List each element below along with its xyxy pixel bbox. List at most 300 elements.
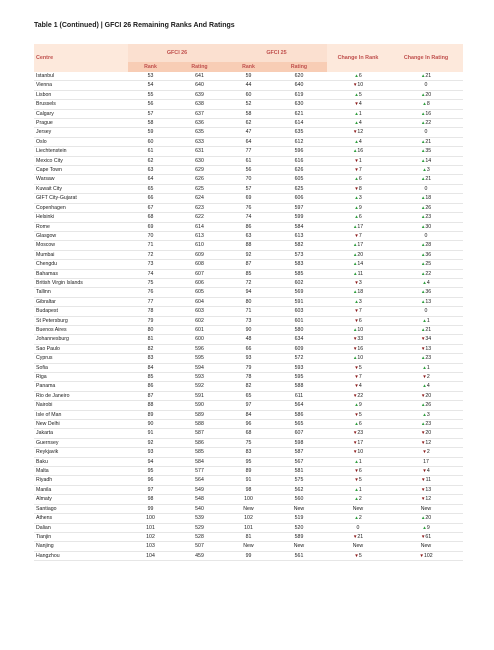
change-value: 28 <box>425 242 432 249</box>
change-rating-cell <box>389 363 463 372</box>
rank-26-cell: 68 <box>147 214 154 221</box>
triangle-down-icon: ▼ <box>354 232 359 238</box>
change-value: 13 <box>425 298 432 305</box>
change-value: 1 <box>426 364 430 371</box>
change-value: 16 <box>357 345 364 352</box>
change-value: 22 <box>425 270 432 277</box>
rank-25-cell: 52 <box>245 101 252 108</box>
rating-25-cell: 587 <box>294 449 304 456</box>
change-rating-cell <box>389 156 463 165</box>
rating-25-cell: 605 <box>294 176 304 183</box>
rank-26-cell: 60 <box>147 138 154 145</box>
table-row <box>34 476 463 485</box>
change-value: 22 <box>357 392 364 399</box>
rank-26-cell: 57 <box>147 110 154 117</box>
centre-cell: Johannesburg <box>36 336 69 343</box>
rating-25-cell: 562 <box>294 486 304 493</box>
centre-cell: GIFT City-Gujarat <box>36 195 77 202</box>
change-value: 12 <box>425 439 432 446</box>
table-row <box>34 222 463 231</box>
change-value: 6 <box>358 214 362 221</box>
triangle-up-icon: ▲ <box>354 214 359 220</box>
rating-25-cell: 614 <box>294 120 304 127</box>
change-value: 10 <box>357 82 364 89</box>
change-rating-cell <box>389 485 463 494</box>
centre-cell: Cape Town <box>36 167 62 174</box>
rating-26-cell: 585 <box>195 449 204 456</box>
triangle-up-icon: ▲ <box>422 101 427 107</box>
change-rating-cell <box>389 184 463 193</box>
change-rank-cell <box>327 504 389 513</box>
rank-25-cell: 57 <box>245 185 252 192</box>
rank-26-cell: 104 <box>146 552 155 559</box>
triangle-up-icon: ▲ <box>422 167 427 173</box>
rank-26-cell: 54 <box>147 82 154 89</box>
change-rank-cell <box>327 278 389 287</box>
triangle-down-icon: ▼ <box>352 129 358 135</box>
rating-26-cell: 608 <box>195 261 204 268</box>
change-rank-cell <box>327 532 389 541</box>
change-value: 34 <box>425 336 432 343</box>
rank-26-cell: 87 <box>147 392 154 399</box>
change-value: 26 <box>425 402 432 409</box>
change-rank-cell <box>327 485 389 494</box>
change-value: 21 <box>425 176 432 183</box>
triangle-down-icon: ▼ <box>354 552 359 558</box>
change-value: 23 <box>357 430 364 437</box>
rank-26-cell: 64 <box>147 176 154 183</box>
rank-26-cell: 95 <box>147 468 154 475</box>
table-row <box>34 175 463 184</box>
change-rank-cell <box>327 241 389 250</box>
triangle-down-icon: ▼ <box>420 496 426 502</box>
rating-25-cell: 565 <box>294 421 304 428</box>
rank-25-cell: 58 <box>245 110 252 117</box>
change-rank-cell <box>327 438 389 447</box>
rating-25-cell: 589 <box>294 533 304 540</box>
change-value: 26 <box>425 204 432 211</box>
change-rank-cell <box>327 551 389 560</box>
change-rank-cell <box>327 514 389 523</box>
change-rank-cell <box>327 476 389 485</box>
rating-25-cell: 619 <box>294 91 304 98</box>
rank-25-cell: 73 <box>245 317 252 324</box>
change-rating-cell <box>389 72 463 81</box>
change-rating-cell <box>389 325 463 334</box>
triangle-up-icon: ▲ <box>420 242 426 248</box>
rating-25-cell: 596 <box>294 148 304 155</box>
change-rating-cell <box>389 260 463 269</box>
rating-25-cell: 612 <box>294 138 304 145</box>
table-body <box>34 72 463 561</box>
triangle-up-icon: ▲ <box>422 524 427 530</box>
triangle-down-icon: ▼ <box>354 101 359 107</box>
triangle-down-icon: ▼ <box>420 392 426 398</box>
change-value: 21 <box>425 73 432 79</box>
triangle-down-icon: ▼ <box>420 345 426 351</box>
header-rank-25: Rank <box>226 62 271 72</box>
centre-cell: Mexico City <box>36 157 63 164</box>
change-value: 7 <box>358 232 362 239</box>
change-value: 6 <box>358 421 362 428</box>
table-row <box>34 81 463 90</box>
rating-26-cell: 622 <box>195 214 204 221</box>
rank-25-cell: 63 <box>245 232 252 239</box>
centre-cell: Istanbul <box>36 73 55 79</box>
rating-25-cell: 601 <box>294 317 304 324</box>
centre-cell: Almaty <box>36 496 52 503</box>
rating-26-cell: 540 <box>195 505 204 512</box>
rating-25-cell: 580 <box>294 326 304 333</box>
ranks-table <box>34 44 463 561</box>
triangle-up-icon: ▲ <box>420 195 426 201</box>
change-rank-cell <box>327 250 389 259</box>
rating-26-cell: 548 <box>195 496 204 503</box>
centre-cell: Jakarta <box>36 430 54 437</box>
table-row <box>34 90 463 99</box>
rating-25-cell: 593 <box>294 364 304 371</box>
change-value: 0 <box>356 524 360 531</box>
triangle-down-icon: ▼ <box>352 82 358 88</box>
rank-26-cell: 86 <box>147 383 154 390</box>
rating-25-cell: 564 <box>294 402 304 409</box>
rating-26-cell: 549 <box>195 486 204 493</box>
rating-26-cell: 587 <box>195 430 204 437</box>
change-rank-cell <box>327 297 389 306</box>
triangle-up-icon: ▲ <box>422 383 427 389</box>
change-rank-cell <box>327 410 389 419</box>
triangle-up-icon: ▲ <box>422 411 427 417</box>
centre-cell: Tallinn <box>36 289 51 296</box>
table-row <box>34 184 463 193</box>
rank-26-cell: 102 <box>146 533 155 540</box>
rating-26-cell: 640 <box>195 82 204 89</box>
change-rating-cell <box>389 401 463 410</box>
rank-25-cell: 88 <box>245 242 252 249</box>
rank-26-cell: 100 <box>146 515 155 522</box>
triangle-up-icon: ▲ <box>420 515 426 521</box>
table-row <box>34 532 463 541</box>
rank-25-cell: 97 <box>245 402 252 409</box>
triangle-up-icon: ▲ <box>420 176 426 182</box>
change-value: 7 <box>358 308 362 315</box>
change-rank-cell <box>327 288 389 297</box>
table-row <box>34 391 463 400</box>
change-rank-cell <box>327 194 389 203</box>
change-rating-cell <box>389 109 463 118</box>
centre-cell: Athens <box>36 515 53 522</box>
change-value: 14 <box>425 157 432 164</box>
change-value: 9 <box>358 204 362 211</box>
triangle-up-icon: ▲ <box>352 148 358 154</box>
rank-26-cell: 89 <box>147 411 154 418</box>
change-value: 1 <box>358 486 362 493</box>
change-rating-cell <box>389 504 463 513</box>
rank-26-cell: 84 <box>147 364 154 371</box>
rating-26-cell: 507 <box>195 543 204 550</box>
change-value: 17 <box>357 242 364 249</box>
rating-25-cell: 573 <box>294 251 304 258</box>
change-rating-cell <box>389 175 463 184</box>
triangle-down-icon: ▼ <box>352 392 358 398</box>
rank-25-cell: 44 <box>245 82 252 89</box>
change-value: 16 <box>425 110 432 117</box>
table-row <box>34 401 463 410</box>
table-row <box>34 316 463 325</box>
triangle-down-icon: ▼ <box>420 430 426 436</box>
change-value: 61 <box>425 533 432 540</box>
rank-26-cell: 94 <box>147 458 154 465</box>
change-value: 3 <box>426 411 430 418</box>
change-rank-cell <box>327 109 389 118</box>
change-value: 0 <box>424 232 428 239</box>
change-rating-cell <box>389 476 463 485</box>
triangle-up-icon: ▲ <box>420 298 426 304</box>
triangle-down-icon: ▼ <box>354 317 359 323</box>
rating-25-cell: 595 <box>294 374 304 380</box>
change-rating-cell <box>389 119 463 128</box>
change-value: 5 <box>358 477 362 484</box>
centre-cell: Gibraltar <box>36 298 56 305</box>
centre-cell: Sao Paulo <box>36 345 60 352</box>
rating-25-cell: 606 <box>294 195 304 202</box>
table-row <box>34 420 463 429</box>
rank-26-cell: 96 <box>147 477 154 484</box>
rating-26-cell: 626 <box>195 176 204 183</box>
rank-25-cell: 82 <box>245 383 252 390</box>
change-value: 17 <box>357 439 364 446</box>
rank-25-cell: 68 <box>245 430 252 437</box>
triangle-down-icon: ▼ <box>352 345 358 351</box>
table-row <box>34 156 463 165</box>
change-value: 102 <box>423 552 433 559</box>
change-value: 23 <box>425 214 432 221</box>
rank-26-cell: 70 <box>147 232 154 239</box>
triangle-down-icon: ▼ <box>420 533 426 539</box>
change-rank-cell <box>327 382 389 391</box>
triangle-up-icon: ▲ <box>420 73 426 78</box>
rank-25-cell: 102 <box>244 515 253 522</box>
change-rank-cell <box>327 373 389 382</box>
table-row <box>34 335 463 344</box>
rating-26-cell: 623 <box>195 204 204 211</box>
table-row <box>34 467 463 476</box>
table-title: Table 1 (Continued) | GFCI 26 Remaining Ranks And Ratings <box>34 22 235 29</box>
triangle-up-icon: ▲ <box>420 223 426 229</box>
rating-25-cell: 581 <box>294 468 304 475</box>
change-value: 5 <box>358 91 362 98</box>
change-rating-cell <box>389 90 463 99</box>
change-rating-cell <box>389 495 463 504</box>
rating-25-cell: 621 <box>294 110 304 117</box>
table-row <box>34 457 463 466</box>
change-rating-cell <box>389 391 463 400</box>
centre-cell: Dalian <box>36 524 51 531</box>
change-value: 8 <box>426 101 430 108</box>
triangle-up-icon: ▲ <box>354 91 359 97</box>
change-value: 1 <box>426 317 430 324</box>
change-rank-cell <box>327 391 389 400</box>
rank-26-cell: 75 <box>147 279 154 286</box>
rank-26-cell: 98 <box>147 496 154 503</box>
header-gfci25: GFCI 25 <box>226 44 327 62</box>
triangle-up-icon: ▲ <box>354 204 359 210</box>
table-row <box>34 410 463 419</box>
rating-25-cell: 620 <box>294 73 304 79</box>
table-row <box>34 213 463 222</box>
rating-25-cell: 634 <box>294 336 304 343</box>
rank-26-cell: 78 <box>147 308 154 315</box>
rank-25-cell: 93 <box>245 355 252 362</box>
triangle-up-icon: ▲ <box>420 289 426 295</box>
change-rating-cell <box>389 250 463 259</box>
triangle-down-icon: ▼ <box>419 552 424 558</box>
change-rank-cell <box>327 325 389 334</box>
change-rank-cell <box>327 457 389 466</box>
triangle-down-icon: ▼ <box>352 449 358 455</box>
centre-cell: Mumbai <box>36 251 55 258</box>
rank-25-cell: 100 <box>244 496 253 503</box>
change-value: 20 <box>425 392 432 399</box>
rating-26-cell: 590 <box>195 402 204 409</box>
rating-26-cell: 602 <box>195 317 204 324</box>
rank-25-cell: 96 <box>245 421 252 428</box>
triangle-down-icon: ▼ <box>354 364 359 370</box>
rank-25-cell: 59 <box>245 73 252 79</box>
rank-26-cell: 80 <box>147 326 154 333</box>
table-row <box>34 166 463 175</box>
rank-25-cell: 83 <box>245 449 252 456</box>
triangle-up-icon: ▲ <box>420 402 426 408</box>
change-rank-cell <box>327 72 389 81</box>
triangle-down-icon: ▼ <box>354 374 359 379</box>
table-row <box>34 429 463 438</box>
table-row <box>34 485 463 494</box>
rating-26-cell: 603 <box>195 308 204 315</box>
change-rating-cell <box>389 307 463 316</box>
centre-cell: Manila <box>36 486 52 493</box>
centre-cell: Santiago <box>36 505 57 512</box>
triangle-up-icon: ▲ <box>354 298 359 304</box>
rating-25-cell: 582 <box>294 242 304 249</box>
rank-25-cell: 72 <box>245 279 252 286</box>
change-value: 3 <box>358 298 362 305</box>
rating-25-cell: 588 <box>294 383 304 390</box>
rank-25-cell: 78 <box>245 374 252 380</box>
triangle-up-icon: ▲ <box>420 214 426 220</box>
rank-25-cell: 92 <box>245 251 252 258</box>
rank-26-cell: 63 <box>147 167 154 174</box>
rank-26-cell: 91 <box>147 430 154 437</box>
rating-26-cell: 604 <box>195 298 204 305</box>
rating-25-cell: New <box>293 505 305 512</box>
triangle-up-icon: ▲ <box>354 496 359 502</box>
rank-25-cell: 61 <box>245 157 252 164</box>
change-rank-cell <box>327 119 389 128</box>
triangle-up-icon: ▲ <box>354 110 359 116</box>
change-rank-cell <box>327 166 389 175</box>
change-rating-cell <box>389 429 463 438</box>
rating-25-cell: 569 <box>294 289 304 296</box>
rating-25-cell: 561 <box>294 552 304 559</box>
change-value: 17 <box>357 223 364 230</box>
rating-26-cell: 539 <box>195 515 204 522</box>
rank-25-cell: 101 <box>244 524 253 531</box>
change-rank-cell <box>327 231 389 240</box>
rank-26-cell: 99 <box>147 505 154 512</box>
change-value: 12 <box>425 496 432 503</box>
change-rating-cell <box>389 316 463 325</box>
rating-26-cell: 594 <box>195 364 204 371</box>
centre-cell: Panama <box>36 383 56 390</box>
change-value: 20 <box>357 251 364 258</box>
rating-25-cell: 585 <box>294 270 304 277</box>
rating-26-cell: 589 <box>195 411 204 418</box>
rank-25-cell: 80 <box>245 298 252 305</box>
centre-cell: Rome <box>36 223 50 230</box>
change-value: 18 <box>357 289 364 296</box>
table-row <box>34 297 463 306</box>
rank-25-cell: 64 <box>245 138 252 145</box>
rating-26-cell: 609 <box>195 251 204 258</box>
change-value: 22 <box>425 120 432 127</box>
rating-25-cell: 572 <box>294 355 304 362</box>
rank-25-cell: 87 <box>245 261 252 268</box>
change-value: 20 <box>425 430 432 437</box>
table-row <box>34 307 463 316</box>
rank-25-cell: 99 <box>245 552 252 559</box>
change-rating-cell <box>389 222 463 231</box>
change-value: 17 <box>423 458 429 465</box>
change-rank-cell <box>327 420 389 429</box>
change-value: 4 <box>358 101 362 108</box>
change-rank-cell <box>327 100 389 109</box>
rating-26-cell: 610 <box>195 242 204 249</box>
triangle-up-icon: ▲ <box>352 223 358 229</box>
table-row <box>34 438 463 447</box>
change-value: New <box>352 505 364 512</box>
rating-25-cell: 567 <box>294 458 304 465</box>
change-value: 13 <box>425 486 432 493</box>
change-rating-cell <box>389 514 463 523</box>
centre-cell: Sofia <box>36 364 48 371</box>
rating-25-cell: 520 <box>294 524 304 531</box>
change-value: 21 <box>425 326 432 333</box>
rank-26-cell: 53 <box>147 73 154 79</box>
triangle-up-icon: ▲ <box>354 176 359 182</box>
rating-26-cell: 613 <box>195 232 204 239</box>
change-rank-cell <box>327 147 389 156</box>
change-value: 4 <box>358 120 362 127</box>
triangle-up-icon: ▲ <box>420 204 426 210</box>
triangle-up-icon: ▲ <box>354 73 359 78</box>
table-row <box>34 250 463 259</box>
change-value: 4 <box>358 383 362 390</box>
rating-26-cell: 606 <box>195 279 204 286</box>
triangle-up-icon: ▲ <box>354 458 359 464</box>
change-value: 5 <box>358 411 362 418</box>
triangle-up-icon: ▲ <box>352 289 358 295</box>
change-value: 9 <box>426 524 430 531</box>
change-value: 0 <box>424 129 428 136</box>
triangle-down-icon: ▼ <box>422 449 427 455</box>
change-rating-cell <box>389 231 463 240</box>
rank-25-cell: 75 <box>245 439 252 446</box>
centre-cell: Vienna <box>36 82 53 89</box>
change-rank-cell <box>327 523 389 532</box>
change-value: 20 <box>425 515 432 522</box>
rating-26-cell: 625 <box>195 185 204 192</box>
